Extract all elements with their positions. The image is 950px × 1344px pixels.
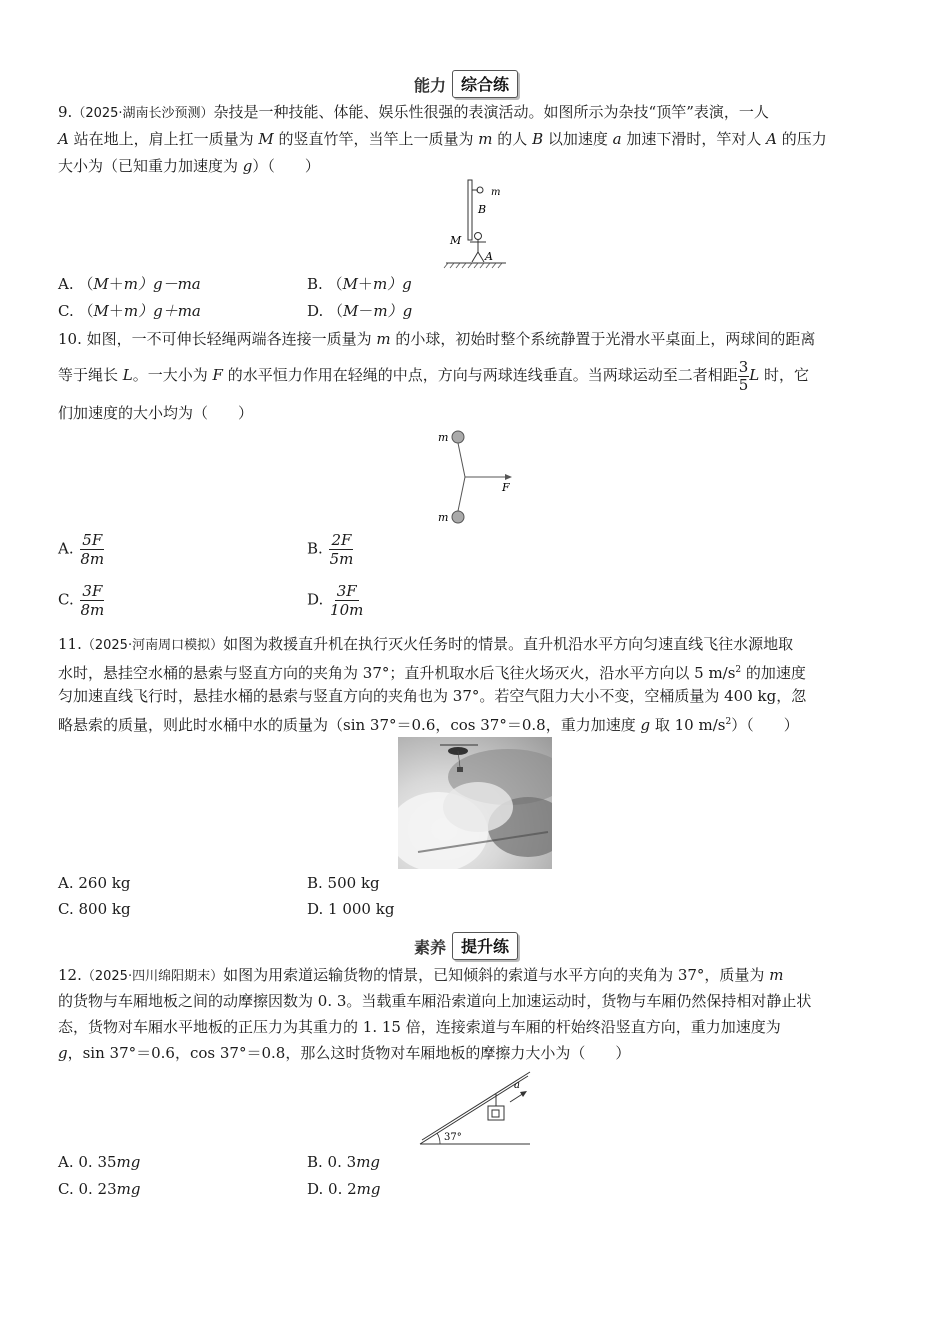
q10-option-d[interactable]: D. $\frac{3F}{10m}$ <box>307 582 364 619</box>
q12-option-c[interactable]: C. 0. 23mg <box>58 1180 141 1198</box>
q10-option-a[interactable]: A. $\frac{5F}{8m}$ <box>58 531 105 568</box>
q10-line-1: 10. 如图，一不可伸长轻绳两端各连接一质量为 m 的小球，初始时整个系统静置于光滑水平桌面上，两球间的距离 <box>58 330 816 348</box>
q12-line-3: 态，货物对车厢水平地板的正压力为其重力的 1. 15 倍，连接索道与车厢的杆始终沿竖直方向，重力加速度为 <box>58 1018 781 1036</box>
q12-option-d[interactable]: D. 0. 2mg <box>307 1180 381 1198</box>
section-header-left: 素养 <box>414 937 447 957</box>
q12-figure-cableway <box>416 1068 536 1148</box>
fig-label-m: m <box>491 187 501 198</box>
fig-label-F: F <box>502 481 510 494</box>
q11-source: （2025·河南周口模拟） <box>81 638 224 653</box>
q11-line-2: 水时，悬挂空水桶的悬索与竖直方向的夹角为 37°；直升机取水后飞往火场灭火，沿水平方向以 5 $m/s^2$ 的加速度 <box>58 664 806 682</box>
q11-line-4: 略悬索的质量，则此时水桶中水的质量为（sin 37°＝0.6，cos 37°＝0.8，重力加速度 g 取 10 $m/s^2$）（ ） <box>58 716 799 734</box>
q12-option-b[interactable]: B. 0. 3mg <box>307 1153 381 1171</box>
q9-option-c[interactable]: C. （M＋m）g＋ma <box>58 302 201 320</box>
q9-option-b[interactable]: B. （M＋m）g <box>307 275 412 293</box>
fig-label-m-top: m <box>438 431 449 444</box>
q9-source: （2025·湖南长沙预测） <box>72 106 214 121</box>
q9-option-d[interactable]: D. （M－m）g <box>307 302 413 320</box>
q10-line-2: 等于绳长 L。一大小为 F 的水平恒力作用在轻绳的中点，方向与两球连线垂直。当两球运动至二者相距 $\frac{3}{5}$ L 时，它 <box>58 357 810 394</box>
helicopter-fire-photo <box>398 737 552 869</box>
q11-option-b[interactable]: B. 500 kg <box>307 874 380 892</box>
q11-option-c[interactable]: C. 800 kg <box>58 900 131 918</box>
q12-line-4: g，sin 37°＝0.6，cos 37°＝0.8，那么这时货物对车厢地板的摩擦力大小为（ ） <box>58 1044 631 1062</box>
q12-line-1: 12.（2025·四川绵阳期末）如图为用索道运输货物的情景，已知倾斜的索道与水平方向的夹角为 37°，质量为 m <box>58 966 784 984</box>
section-header-comprehensive <box>408 71 518 97</box>
section-header-literacy <box>408 933 518 959</box>
q9-line-2: A 站在地上，肩上扛一质量为 M 的竖直竹竿，当竿上一质量为 m 的人 B 以加速度 a 加速下滑时，竿对人 A 的压力 <box>58 130 827 148</box>
q10-option-b[interactable]: B. $\frac{2F}{5m}$ <box>307 531 354 568</box>
q10-option-c[interactable]: C. $\frac{3F}{8m}$ <box>58 582 105 619</box>
fig-label-M: M <box>450 234 462 247</box>
q9-option-a[interactable]: A. （M＋m）g－ma <box>58 275 201 293</box>
q10-figure-balls <box>432 425 522 529</box>
fig-label-B: B <box>478 203 487 216</box>
q9-line-1: 9.（2025·湖南长沙预测）杂技是一种技能、体能、娱乐性很强的表演活动。如图所示为杂技“顶竿”表演，一人 <box>58 103 769 121</box>
q11-line-3: 匀加速直线飞行时，悬挂水桶的悬索与竖直方向的夹角也为 37°。若空气阻力大小不变，空桶质量为 400 kg，忽 <box>58 687 807 705</box>
section-header-right: 提升练 <box>452 932 518 960</box>
q11-line-1: 11.（2025·河南周口模拟）如图为救援直升机在执行灭火任务时的情景。直升机沿水平方向匀速直线飞往水源地取 <box>58 635 794 653</box>
q11-option-d[interactable]: D. 1 000 kg <box>307 900 395 918</box>
fig-label-A: A <box>485 250 493 263</box>
q12-line-2: 的货物与车厢地板之间的动摩擦因数为 0. 3。当载重车厢沿索道向上加速运动时，货物与车厢仍然保持相对静止状 <box>58 992 812 1010</box>
q10-line-3: 们加速度的大小均为（ ） <box>58 404 254 422</box>
fig-label-a: a <box>514 1080 520 1091</box>
q9-line-3: 大小为（已知重力加速度为 g）（ ） <box>58 157 320 175</box>
q12-option-a[interactable]: A. 0. 35mg <box>58 1153 141 1171</box>
section-header-left: 能力 <box>414 75 447 95</box>
q12-source: （2025·四川绵阳期末） <box>81 969 224 984</box>
fig-label-m-bottom: m <box>438 511 449 524</box>
fraction-three-fifths: $\frac{3}{5}$ <box>738 357 749 394</box>
section-header-right: 综合练 <box>452 70 518 98</box>
fig-label-angle: 37° <box>444 1132 462 1143</box>
q11-option-a[interactable]: A. 260 kg <box>58 874 131 892</box>
q9-figure-pole <box>440 176 510 270</box>
